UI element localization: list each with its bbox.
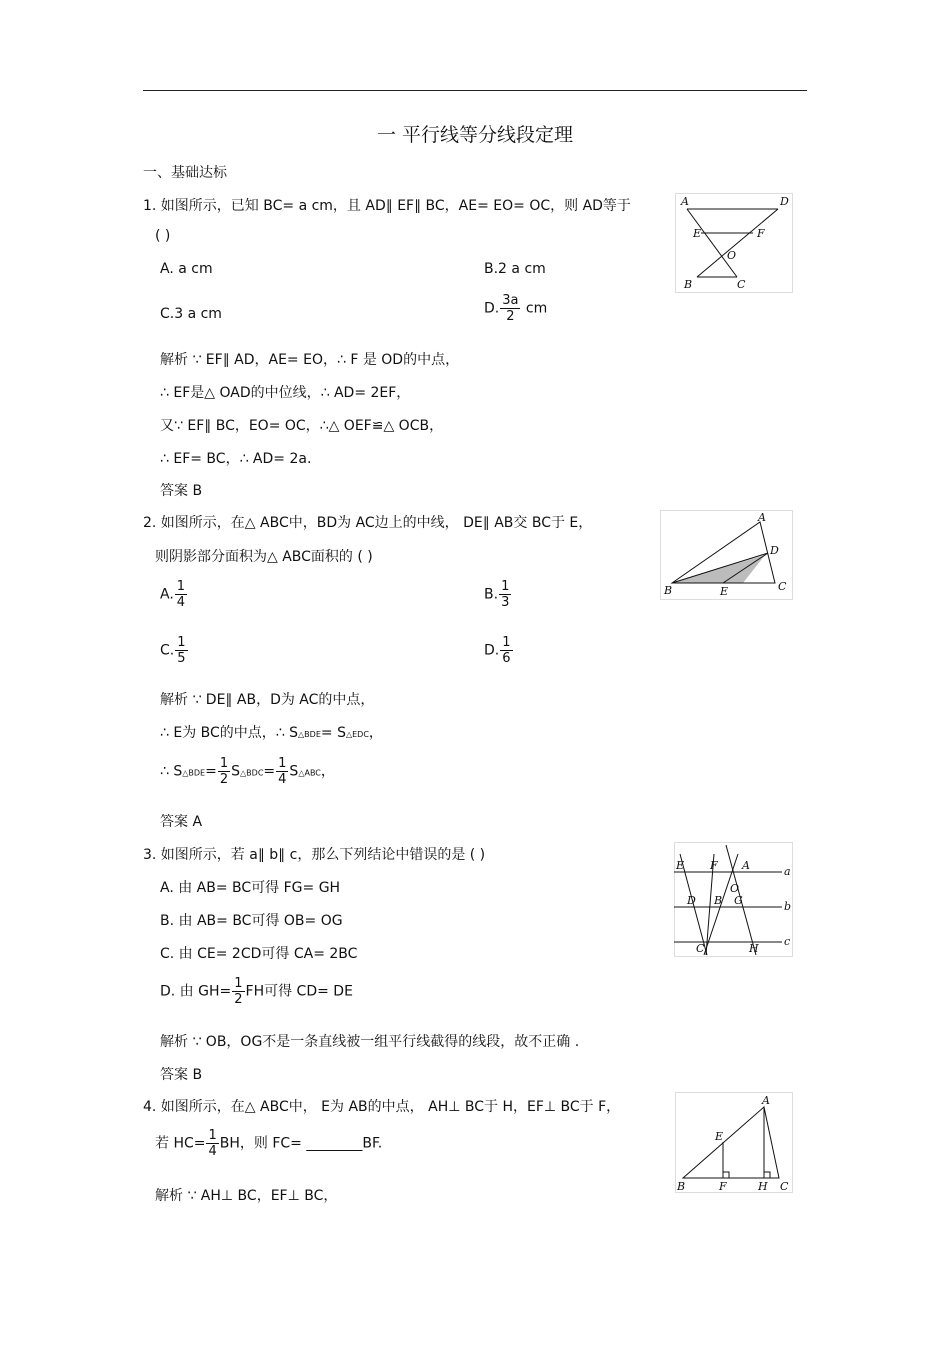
q1-option-c: C.3 a cm	[160, 306, 222, 322]
q4-solution: 解析 ∵ AH⊥ BC，EF⊥ BC，	[155, 1188, 338, 1204]
label-c: C	[778, 580, 787, 593]
label-f: F	[719, 1180, 727, 1193]
q4-stem-line2: 若 HC= $\frac{1}{4}$ BH，则 FC= ________BF.	[155, 1128, 383, 1159]
q2-stem-line2: 则阴影部分面积为△ ABC面积的 ( )	[155, 549, 373, 565]
label-e: E	[715, 1130, 724, 1143]
q2-option-c: C. $\frac{1}{5}$	[160, 635, 186, 666]
q1-option-a: A. a cm	[160, 261, 213, 277]
q4-figure	[675, 1092, 793, 1193]
label-f: F	[710, 859, 718, 872]
fraction: $\frac{1}{6}$	[502, 635, 511, 666]
q1-stem-line2: ( )	[155, 228, 171, 244]
section-heading: 一、基础达标	[143, 165, 227, 181]
label-a: A	[758, 511, 766, 524]
label-e: E	[693, 227, 702, 240]
label-line-c: c	[784, 935, 791, 948]
label-c: C	[737, 278, 746, 291]
q2-solution-line3: ∴ S△BDE= $\frac{1}{2}$ S△BDC= $\frac{1}{4}$ S△ABC，	[160, 756, 335, 787]
q3-option-d: D. 由 GH= $\frac{1}{2}$ FH可得 CD= DE	[160, 976, 353, 1007]
label-e: E	[676, 859, 685, 872]
q3-solution: 解析 ∵ OB，OG不是一条直线被一组平行线截得的线段，故不正确 .	[160, 1034, 580, 1050]
q2-answer: 答案 A	[160, 814, 203, 830]
fraction: $\frac{1}{2}$	[219, 756, 229, 787]
q2-stem-line1: 2. 如图所示，在△ ABC中，BD为 AC边上的中线， DE∥ AB交 BC于 E，	[143, 515, 593, 531]
label-c: C	[780, 1180, 789, 1193]
q3-answer: 答案 B	[160, 1067, 203, 1083]
q1-solution-line4: ∴ EF= BC，∴ AD= 2a.	[160, 451, 312, 467]
q1-option-d: D. $\frac{3a}{2}$ cm	[484, 293, 548, 324]
label-h: H	[758, 1180, 768, 1193]
label-b: B	[664, 584, 673, 597]
q3-option-b: B. 由 AB= BC可得 OB= OG	[160, 913, 343, 929]
top-rule	[143, 90, 807, 91]
label-b: B	[677, 1180, 686, 1193]
label-b: B	[684, 278, 693, 291]
label-h: H	[749, 942, 759, 955]
q1-stem-line1: 1. 如图所示，已知 BC= a cm，且 AD∥ EF∥ BC，AE= EO= OC，则 AD等于	[143, 198, 631, 214]
label-o: O	[730, 882, 740, 895]
fraction: $\frac{1}{3}$	[501, 579, 510, 610]
label-e: E	[720, 585, 729, 598]
q1-option-b: B.2 a cm	[484, 261, 546, 277]
q2-option-d: D. $\frac{1}{6}$	[484, 635, 511, 666]
label-b: B	[714, 894, 723, 907]
fraction: $\frac{1}{2}$	[234, 976, 243, 1007]
q3-figure	[674, 842, 793, 957]
fraction: $\frac{1}{4}$	[278, 756, 287, 787]
q2-figure	[660, 510, 793, 600]
page-title: 一 平行线等分线段定理	[376, 124, 574, 146]
label-line-b: b	[784, 900, 792, 913]
segment-db	[697, 209, 778, 277]
q2-option-b: B. $\frac{1}{3}$	[484, 579, 510, 610]
label-d: D	[770, 544, 779, 557]
label-a: A	[681, 195, 689, 208]
label-c: C	[696, 942, 705, 955]
q1-solution-line2: ∴ EF是△ OAD的中位线，∴ AD= 2EF，	[160, 385, 411, 401]
q1-solution-line1: 解析 ∵ EF∥ AD，AE= EO，∴ F 是 OD的中点，	[160, 352, 460, 368]
q1-answer: 答案 B	[160, 483, 203, 499]
label-o: O	[727, 249, 737, 262]
fraction: $\frac{1}{5}$	[177, 635, 186, 666]
q2-solution-line1: 解析 ∵ DE∥ AB，D为 AC的中点，	[160, 692, 375, 708]
label-f: F	[757, 227, 765, 240]
right-angle-h	[764, 1172, 770, 1178]
label-line-a: a	[784, 865, 791, 878]
label-a: A	[762, 1094, 770, 1107]
q3-option-a: A. 由 AB= BC可得 FG= GH	[160, 880, 341, 896]
triangle-abc	[683, 1107, 779, 1178]
q3-option-c: C. 由 CE= 2CD可得 CA= 2BC	[160, 946, 358, 962]
label-d: D	[687, 894, 696, 907]
q1-figure	[675, 193, 793, 293]
q2-option-a: A. $\frac{1}{4}$	[160, 579, 186, 610]
segment-ac	[687, 209, 737, 277]
label-d: D	[780, 195, 789, 208]
label-g: G	[734, 894, 743, 907]
fraction: $\frac{1}{4}$	[176, 579, 186, 610]
fraction: $\frac{3a}{2}$	[502, 293, 519, 324]
q3-stem: 3. 如图所示，若 a∥ b∥ c，那么下列结论中错误的是 ( )	[143, 847, 486, 863]
fraction: $\frac{1}{4}$	[208, 1128, 217, 1159]
q2-solution-line2: ∴ E为 BC的中点，∴ S△BDE= S△EDC，	[160, 725, 383, 741]
figure-frame	[676, 194, 793, 293]
q4-stem-line1: 4. 如图所示，在△ ABC中， E为 AB的中点， AH⊥ BC于 H，EF⊥ BC于 F，	[143, 1099, 621, 1115]
q1-solution-line3: 又∵ EF∥ BC，EO= OC，∴△ OEF≌△ OCB，	[160, 418, 444, 434]
right-angle-f	[723, 1172, 729, 1178]
label-a: A	[742, 859, 750, 872]
